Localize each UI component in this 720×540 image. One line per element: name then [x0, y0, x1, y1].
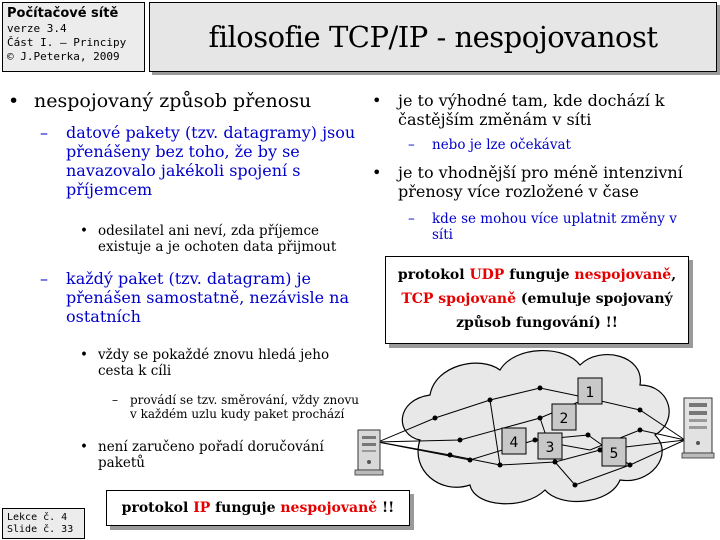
packet-3: [538, 433, 562, 459]
bullet-dot-icon: •: [372, 91, 382, 110]
packet-5: [602, 438, 626, 466]
packet-2: [552, 404, 576, 430]
course-name: Počítačové sítě: [7, 6, 119, 21]
left-sub-1: [66, 124, 355, 200]
right-bullet-2-line: je to vhodnější pro méně intenzivní: [398, 163, 683, 182]
part-label: Část I. – Principy: [7, 36, 127, 49]
left-level4-line: v každém uzlu kudy paket prochází: [130, 407, 345, 422]
slide-footer: [2, 508, 85, 539]
callout-text: funguje: [504, 267, 575, 283]
packet-4: [502, 428, 526, 454]
title-bar: [149, 2, 717, 72]
udp-label: UDP: [469, 267, 505, 283]
dash-icon: –: [408, 211, 415, 227]
slide-number: Slide č. 33: [7, 524, 74, 535]
callout-text: protokol: [397, 267, 470, 283]
packet-label: 4: [509, 435, 519, 451]
left-sub-2-line: každý paket (tzv. datagram) je: [66, 269, 312, 288]
lesson-number: Lekce č. 4: [7, 512, 68, 523]
ip-label: IP: [193, 500, 211, 516]
callout-text: !!: [377, 500, 395, 516]
right-bullet-2: [398, 164, 683, 202]
right-sub-2-line: kde se mohou více uplatnit změny v: [432, 211, 677, 227]
dash-icon: –: [408, 137, 415, 153]
left-subsub-3: [98, 440, 324, 472]
left-sub-1-line: datové pakety (tzv. datagramy) jsou: [66, 123, 356, 142]
right-bullet-1-line: je to výhodné tam, kde dochází k: [398, 91, 665, 110]
tcp-label: TCP: [401, 291, 434, 307]
packet-1: [578, 378, 602, 404]
spojovane-label: spojovaně: [433, 291, 516, 307]
left-subsub-1-line: existuje a je ochoten data přijmout: [98, 238, 337, 255]
left-level4: [130, 393, 359, 421]
callout-ip: [106, 490, 410, 526]
right-sub-2: [432, 212, 677, 244]
left-sub-1-line: příjemcem: [66, 179, 153, 199]
packet-label: 5: [609, 446, 619, 462]
callout-text: ,: [671, 267, 677, 283]
left-sub-1-line: navazovalo jakékoli spojení s: [66, 160, 301, 180]
dash-icon: –: [40, 123, 48, 142]
bullet-dot-icon: •: [80, 439, 88, 455]
right-bullet-1-line: častějším změnám v síti: [398, 109, 592, 129]
left-subsub-3-line: paketů: [98, 454, 145, 471]
callout-tcp-udp: [385, 256, 689, 344]
callout-tcp-line2: [390, 287, 684, 311]
bullet-dot-icon: •: [8, 90, 20, 112]
callout-text: protokol: [121, 500, 194, 516]
left-sub-2-line: přenášen samostatně, nezávisle na: [66, 287, 350, 307]
nespojovane-label: nespojovaně: [574, 267, 672, 283]
packet-label: 2: [559, 411, 569, 427]
right-bullet-2-line: přenosy více rozložené v čase: [398, 181, 639, 201]
left-sub-2: [66, 270, 349, 327]
right-sub-2-line: síti: [432, 226, 453, 243]
callout-tcp-line1: [390, 263, 684, 287]
callout-text: funguje: [210, 500, 281, 516]
packet-label: 1: [585, 385, 595, 401]
bullet-dot-icon: •: [80, 223, 88, 239]
left-bullet-1: nespojovaný způsob přenosu: [34, 90, 312, 112]
callout-text: (emuluje spojovaný: [515, 291, 673, 307]
slide-title: filosofie TCP/IP - nespojovanost: [208, 20, 658, 54]
computer-icon: [355, 430, 383, 475]
left-sub-2-line: ostatních: [66, 306, 141, 326]
left-subsub-2: [98, 348, 329, 380]
dash-icon: –: [112, 393, 118, 407]
bullet-dot-icon: •: [372, 163, 382, 182]
right-bullet-1: [398, 92, 665, 130]
bullet-dot-icon: •: [80, 347, 88, 363]
network-cloud: [402, 351, 669, 504]
left-subsub-2-line: cesta k cíli: [98, 362, 172, 379]
packet-label: 3: [545, 440, 555, 456]
network-diagram: [340, 340, 720, 510]
author-label: © J.Peterka, 2009: [7, 50, 120, 63]
right-sub-1: nebo je lze očekávat: [432, 137, 571, 153]
course-info-box: [2, 2, 145, 72]
left-subsub-2-line: vždy se pokaždé znovu hledá jeho: [98, 347, 330, 363]
callout-tcp-line3: způsob fungování) !!: [456, 315, 618, 331]
nespojovane-label: nespojovaně: [280, 500, 378, 516]
left-sub-1-line: přenášeny bez toho, že by se: [66, 141, 300, 161]
left-subsub-1-line: odesilatel ani neví, zda příjemce: [98, 223, 319, 239]
version-label: verze 3.4: [7, 22, 67, 35]
left-subsub-3-line: není zaručeno pořadí doručování: [98, 439, 324, 455]
left-level4-line: provádí se tzv. směrování, vždy znovu: [130, 393, 360, 407]
server-icon: [682, 398, 714, 458]
left-subsub-1: [98, 224, 336, 256]
dash-icon: –: [40, 269, 48, 288]
